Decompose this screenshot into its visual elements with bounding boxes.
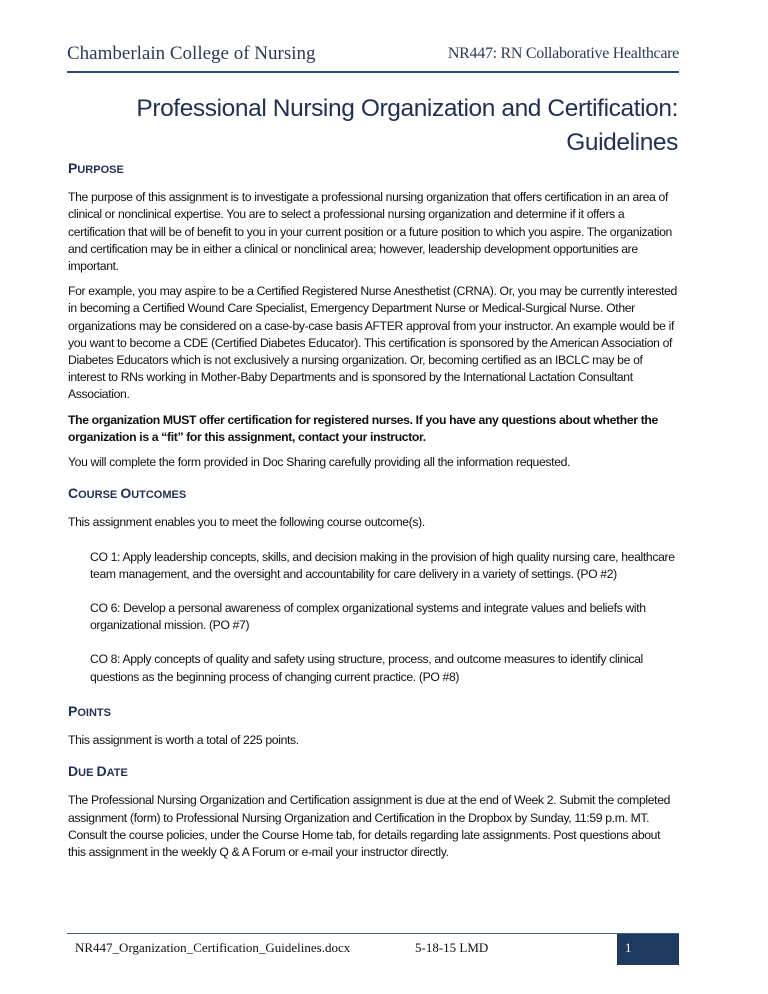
form-paragraph: You will complete the form provided in Doc Sharing carefully providing all the information requested. xyxy=(68,455,571,470)
purpose-heading: PURPOSE xyxy=(68,160,124,176)
header-course: NR447: RN Collaborative Healthcare xyxy=(447,45,679,62)
outcomes-intro: This assignment enables you to meet the following course outcome(s). xyxy=(68,515,425,530)
footer-filename: NR447_Organization_Certification_Guidelines.docx xyxy=(75,940,351,955)
title-line-2: Guidelines xyxy=(566,129,678,156)
document-body xyxy=(68,160,680,869)
due-date-text: The Professional Nursing Organization and Certification assignment is due at the end of Week 2. Submit the completed assignment (form) to Professional Nursing Organization and Certification in the Dropbox by Sunday, 11:59 p.m. MT. Consult the course policies, under the Course Home tab, for details regarding late assignments. Post questions about this assignment in the weekly Q & A Forum or e-mail your instructor directly. xyxy=(68,793,671,860)
due-date-heading: DUE DATE xyxy=(68,763,128,780)
outcomes-heading: COURSE OUTCOMES xyxy=(68,485,187,502)
page-title xyxy=(58,92,678,160)
header-college: Chamberlain College of Nursing xyxy=(67,43,316,64)
points-heading: POINTS xyxy=(68,702,111,719)
outcome-item: CO 1: Apply leadership concepts, skills, and decision making in the provision of high quality nursing care, healthcare team management, and the oversight and accountability for care delivery in a variety of settings. (PO #2) xyxy=(90,549,675,581)
page-header xyxy=(67,43,679,73)
footer-date: 5-18-15 LMD xyxy=(415,940,489,955)
outcome-item: CO 6: Develop a personal awareness of complex organizational systems and integrate values and beliefs with organizational mission. (PO #7) xyxy=(90,601,646,633)
points-text: This assignment is worth a total of 225 points. xyxy=(68,733,299,748)
example-paragraph: For example, you may aspire to be a Certified Registered Nurse Anesthetist (CRNA). Or, you may be currently interested in becoming a Certified Wound Care Specialist, Emergency Department Nurse or Medical-Surgical Nurse. Other organizations may be considered on a case-by-case basis AFTER approval from your instructor. An example would be if you want to become a CDE (Certified Diabetes Educator). This certification is sponsored by the American Association of Diabetes Educators which is not exclusively a nursing organization. Or, becoming certified as an IBCLC may be of interest to RNs working in Mother-Baby Departments and is sponsored by the International Lactation Consultant Association. xyxy=(68,284,677,402)
outcome-item: CO 8: Apply concepts of quality and safety using structure, process, and outcome measures to identify clinical questions as the beginning process of changing current practice. (PO #8) xyxy=(90,652,643,684)
requirement-paragraph: The organization MUST offer certification for registered nurses. If you have any questions about whether the organization is a “fit” for this assignment, contact your instructor. xyxy=(68,412,658,444)
purpose-paragraph: The purpose of this assignment is to investigate a professional nursing organization that offers certification in an area of clinical or nonclinical expertise. You are to select a professional nursing organization and determine if it offers a certification that will be of benefit to you in your current position or a future position to which you aspire. The organization and certification may be in either a clinical or nonclinical area; however, leadership development opportunities are important. xyxy=(68,190,672,274)
page-number: 1 xyxy=(617,934,679,965)
title-line-1: Professional Nursing Organization and Certification: xyxy=(136,95,678,122)
page-footer xyxy=(67,933,679,955)
